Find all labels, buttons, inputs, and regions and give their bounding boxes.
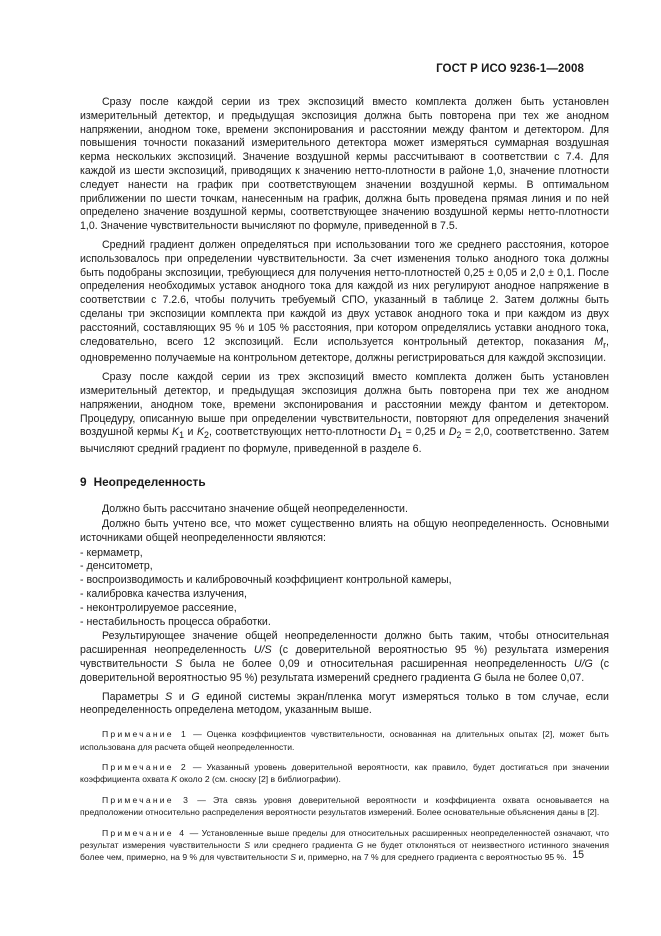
list-item: - калибровка качества излучения, (80, 587, 247, 600)
note-2: Примечание 2 — Указанный уровень доверительной вероятности, как правило, будет достигаться при значении коэффициента охвата K около 2 (см. сноску [2] в библиографии). (80, 761, 609, 785)
list-item: - нестабильность процесса обработки. (80, 615, 271, 628)
paragraph-expanded-uncertainty: Результирующее значение общей неопределенности должно быть таким, чтобы относительная расширенная неопределенность U/S (с доверительной вероятностью 95 %) результата измерения чувствительности S была не более 0,09 и относительная расширенная неопределенность U/G (с доверительной вероятностью 95 %) результата измерений среднего градиента G была не более 0,07. (80, 630, 610, 684)
section-number: 9 (80, 475, 87, 490)
note-3: Примечание 3 — Эта связь уровня доверительной вероятности и коэффициента охвата основывается на предположении относительно распределения вероятности результатов измерений. Более основательные объяснения даны в [2]. (80, 794, 609, 818)
body-text (80, 96, 609, 864)
list-item: - неконтролируемое рассеяние, (80, 601, 237, 614)
paragraph-mean-gradient: Средний градиент должен определяться при использовании того же среднего расстояния, которое использовалось при определении чувствительности. За счет изменения только анодного тока должны быть подобраны экспозиции, требующиеся для получения нетто-плотностей 0,25 ± 0,05 и 2,0 ± 0,1. После определения необходимых уставок анодного тока для каждой из них регулируют анодное напряжение в соответствии с 7.2.6, чтобы получить требуемый СПО, указанный в таблице 2. Затем должны быть сделаны три экспозиции комплекта при каждой из двух уставок анодного тока и при каждом из двух расстояний, составляющих 95 % и 105 % расстояния, при котором определялись уставки анодного тока, следовательно, всего 12 экспозиций. Если используется контрольный детектор, показания $M_r$, одновременно получаемые на контрольном детекторе, должны регистрироваться для каждой экспозиции. (80, 238, 609, 365)
page-number: 15 (572, 849, 584, 861)
section-heading (80, 475, 609, 489)
list-item: - воспроизводимость и калибровочный коэффициент контрольной камеры, (80, 574, 452, 587)
note-1: Примечание 1 — Оценка коэффициентов чувствительности, основанная на длительных опытах [2], может быть использована для расчета общей неопределенности. (80, 729, 609, 752)
document-header: ГОСТ Р ИСО 9236-1—2008 (436, 63, 584, 75)
paragraph-sensitivity-measurement: Сразу после каждой серии из трех экспозиций вместо комплекта должен быть установлен измерительный детектор, и предыдущая экспозиция должна быть повторена при тех же анодном напряжении, анодном токе, времени экспонирования и расстоянии между фантом и детектором. Для повышения точности показаний измерительного детектора может измеряться суммарная воздушная керма нескольких экспозиций. Значение воздушной кермы рассчитывают в соответствии с 7.4. Для каждой из шести экспозиций, приводящих к значению нетто-плотности в районе 1,0, значение плотности следует нанести на график при соответствующем значении воздушной кермы. В оптимальном приближении по шести точкам, нанесенным на график, должна быть проведена прямая линия и по ней определено значение воздушной кермы, соответствующее значению воздушной кермы нетто-плотности 1,0. Значение чувствительности вычисляют по формуле, приведенной в 7.5. (80, 96, 609, 233)
uncertainty-sources-list (80, 547, 609, 630)
paragraph-parameters: Параметры S и G единой системы экран/пленка могут измеряться только в том случае, если неопределенность определена методом, указанным выше. (80, 690, 609, 717)
note-4: Примечание 4 — Установленные выше пределы для относительных расширенных неопределенностей означают, что результат измерения чувствительности S или среднего градиента G не будет отклоняться от неизвестного истинного значения более чем, примерно, на 9 % для чувствительности S и, примерно, на 7 % для среднего градиента с вероятностью 95 %. (80, 827, 609, 863)
paragraph-uncertainty-intro: Должно быть рассчитано значение общей неопределенности. (102, 503, 408, 516)
paragraph-uncertainty-sources: Должно быть учтено все, что может существенно влиять на общую неопределенность. Основными источниками общей неопределенности являются: (80, 517, 609, 544)
section-title: Неопределенность (93, 475, 206, 490)
paragraph-air-kerma-repeat: Сразу после каждой серии из трех экспозиций вместо комплекта должен быть установлен измерительный детектор, и предыдущая экспозиция должна быть повторена при тех же анодном напряжении, анодном токе, времени экспонирования и расстоянии между фантом и детектором. Процедуру, описанную выше при определении чувствительности, повторяют для определения значений воздушной кермы $K_1$ и $K_2$, соответствующих нетто-плотности $D_1 = 0,25$ и $D_2 = 2,0$, соответственно. Затем вычисляют средний градиент по формуле, приведенной в разделе 6. (80, 371, 609, 456)
list-item: - денситометр, (80, 560, 153, 573)
list-item: - кермаметр, (80, 546, 143, 559)
